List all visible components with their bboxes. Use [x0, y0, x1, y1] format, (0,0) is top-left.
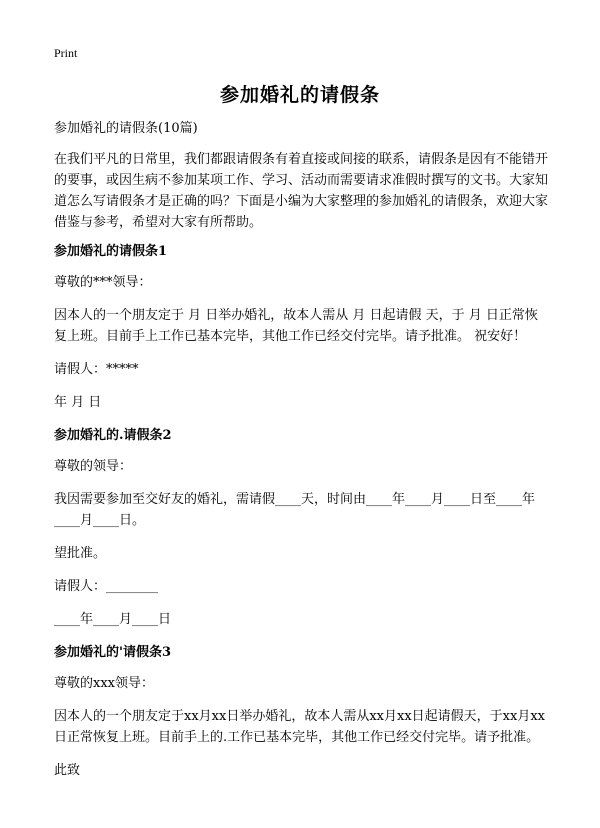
salutation: 尊敬的xxx领导： [54, 676, 154, 691]
section-3 [54, 642, 548, 781]
applicant-line: 请假人：________ [54, 579, 159, 594]
date-line: 年 月 日 [54, 395, 102, 410]
section-1 [54, 241, 548, 413]
intro-paragraph: 在我们平凡的日常里，我们都跟请假条有着直接或间接的联系，请假条是因有不能错开的要事，或因生病不参加某项工作、学习、活动而需要请求准假时撰写的文书。大家知道怎么写请假条才是正确的吗？下面是小编为大家整理的参加婚礼的请假条，欢迎大家借鉴与参考，希望对大家有所帮助。 [54, 152, 549, 230]
section-2 [54, 425, 548, 630]
salutation: 尊敬的领导： [54, 459, 133, 474]
section-body: 因本人的一个朋友定于 月 日举办婚礼，故本人需从 月 日起请假 天，于 月 日正常恢复上班。目前手上工作已基本完毕，其他工作已经交付完毕。请予批准。 祝安好！ [54, 308, 538, 344]
salutation: 尊敬的***领导： [54, 275, 152, 290]
print-label: Print [54, 46, 78, 60]
section-heading: 参加婚礼的请假条1 [54, 244, 168, 259]
document-subtitle: 参加婚礼的请假条(10篇) [54, 121, 198, 136]
section-heading: 参加婚礼的.请假条2 [54, 428, 172, 443]
section-body: 我因需要参加至交好友的婚礼，需请假____天，时间由____年____月____日至____年____月____日。 [54, 492, 536, 528]
page-title: 参加婚礼的请假条 [219, 84, 380, 106]
approval-line: 望批准。 [54, 546, 107, 561]
closing-line: 此致 [54, 763, 81, 778]
date-line: ____年____月____日 [54, 612, 172, 627]
section-heading: 参加婚礼的'请假条3 [54, 645, 172, 660]
document-body [54, 118, 548, 791]
section-body: 因本人的一个朋友定于xx月xx日举办婚礼，故本人需从xx月xx日起请假天，于xx月xx日正常恢复上班。目前手上的.工作已基本完毕，其他工作已经交付完毕。请予批准。 [54, 709, 545, 745]
applicant-line: 请假人：***** [54, 362, 139, 377]
